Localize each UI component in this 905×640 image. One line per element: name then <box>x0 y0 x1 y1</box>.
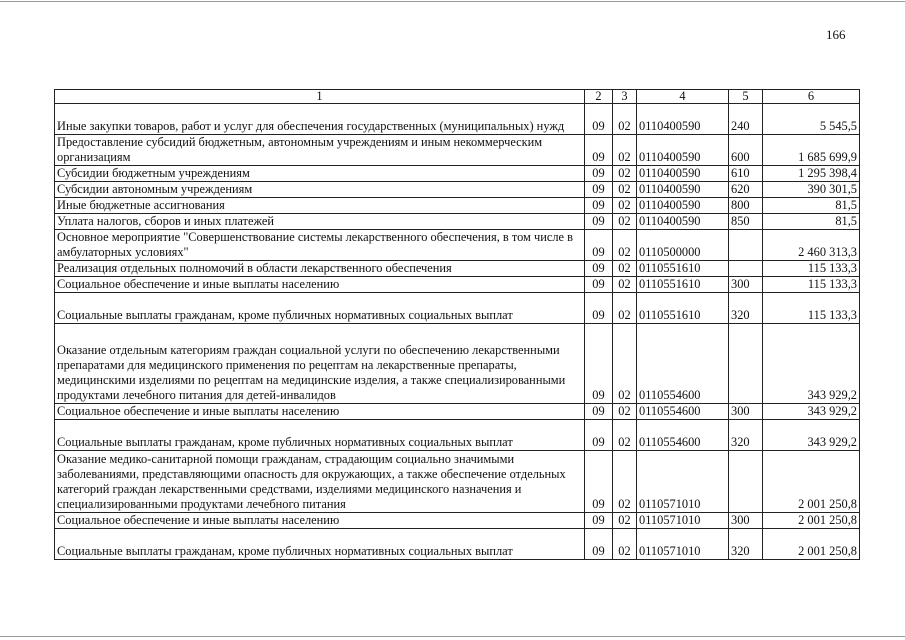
header-cell: 3 <box>613 90 637 104</box>
item-name-cell: Оказание отдельным категориям граждан социальной услуги по обеспечению лекарственными препаратами для медицинского применения по рецептам на лекарственные препараты, медицинскими изделиями по рецептам на медицинские изделия, а также специализированными продуктами лечебного питания для детей-инвалидов <box>55 324 585 404</box>
table-row <box>55 214 860 230</box>
amount-cell: 2 460 313,3 <box>763 230 860 261</box>
subsection-cell: 02 <box>613 182 637 198</box>
subsection-cell: 02 <box>613 324 637 404</box>
table-row <box>55 166 860 182</box>
item-name-cell: Социальное обеспечение и иные выплаты населению <box>55 277 585 293</box>
subsection-cell: 02 <box>613 420 637 451</box>
item-name-cell: Иные бюджетные ассигнования <box>55 198 585 214</box>
target-article-cell: 0110400590 <box>637 135 729 166</box>
amount-cell: 2 001 250,8 <box>763 451 860 513</box>
subsection-cell: 02 <box>613 529 637 560</box>
expense-type-cell <box>729 451 763 513</box>
subsection-cell: 02 <box>613 513 637 529</box>
section-cell: 09 <box>585 529 613 560</box>
amount-cell: 2 001 250,8 <box>763 513 860 529</box>
target-article-cell: 0110554600 <box>637 404 729 420</box>
table-row <box>55 230 860 261</box>
target-article-cell: 0110571010 <box>637 451 729 513</box>
item-name-cell: Социальные выплаты гражданам, кроме публичных нормативных социальных выплат <box>55 420 585 451</box>
subsection-cell: 02 <box>613 135 637 166</box>
header-cell: 1 <box>55 90 585 104</box>
item-name-cell: Оказание медико-санитарной помощи гражданам, страдающим социально значимыми заболеваниями, представляющими опасность для окружающих, а также обеспечение отдельных категорий граждан лекарственными средствами, изделиями медицинского назначения и специализированными продуктами лечебного питания <box>55 451 585 513</box>
amount-cell: 5 545,5 <box>763 104 860 135</box>
item-name-cell: Основное мероприятие "Совершенствование системы лекарственного обеспечения, в том числе в амбулаторных условиях" <box>55 230 585 261</box>
scan-edge-bottom <box>0 636 905 637</box>
amount-cell: 343 929,2 <box>763 404 860 420</box>
table-row <box>55 277 860 293</box>
target-article-cell: 0110400590 <box>637 104 729 135</box>
target-article-cell: 0110571010 <box>637 529 729 560</box>
section-cell: 09 <box>585 261 613 277</box>
expense-type-cell: 320 <box>729 293 763 324</box>
item-name-cell: Предоставление субсидий бюджетным, автономным учреждениям и иным некоммерческим организациям <box>55 135 585 166</box>
table-row <box>55 513 860 529</box>
target-article-cell: 0110551610 <box>637 277 729 293</box>
item-name-cell: Реализация отдельных полномочий в области лекарственного обеспечения <box>55 261 585 277</box>
item-name-cell: Субсидии автономным учреждениям <box>55 182 585 198</box>
section-cell: 09 <box>585 420 613 451</box>
amount-cell: 115 133,3 <box>763 261 860 277</box>
table-row <box>55 135 860 166</box>
target-article-cell: 0110400590 <box>637 198 729 214</box>
target-article-cell: 0110554600 <box>637 324 729 404</box>
table-row <box>55 261 860 277</box>
table-row <box>55 451 860 513</box>
expense-type-cell: 800 <box>729 198 763 214</box>
subsection-cell: 02 <box>613 166 637 182</box>
subsection-cell: 02 <box>613 230 637 261</box>
amount-cell: 1 685 699,9 <box>763 135 860 166</box>
expense-type-cell <box>729 230 763 261</box>
subsection-cell: 02 <box>613 293 637 324</box>
section-cell: 09 <box>585 293 613 324</box>
amount-cell: 81,5 <box>763 198 860 214</box>
expense-type-cell: 600 <box>729 135 763 166</box>
expense-type-cell: 300 <box>729 513 763 529</box>
section-cell: 09 <box>585 451 613 513</box>
budget-table-body <box>55 90 860 560</box>
section-cell: 09 <box>585 513 613 529</box>
target-article-cell: 0110500000 <box>637 230 729 261</box>
expense-type-cell <box>729 324 763 404</box>
item-name-cell: Социальные выплаты гражданам, кроме публичных нормативных социальных выплат <box>55 293 585 324</box>
table-row <box>55 293 860 324</box>
item-name-cell: Иные закупки товаров, работ и услуг для обеспечения государственных (муниципальных) нужд <box>55 104 585 135</box>
item-name-cell: Социальное обеспечение и иные выплаты населению <box>55 404 585 420</box>
expense-type-cell: 300 <box>729 404 763 420</box>
header-cell: 5 <box>729 90 763 104</box>
target-article-cell: 0110551610 <box>637 293 729 324</box>
amount-cell: 343 929,2 <box>763 420 860 451</box>
item-name-cell: Социальные выплаты гражданам, кроме публичных нормативных социальных выплат <box>55 529 585 560</box>
section-cell: 09 <box>585 198 613 214</box>
amount-cell: 343 929,2 <box>763 324 860 404</box>
subsection-cell: 02 <box>613 261 637 277</box>
amount-cell: 2 001 250,8 <box>763 529 860 560</box>
section-cell: 09 <box>585 182 613 198</box>
subsection-cell: 02 <box>613 214 637 230</box>
table-row <box>55 198 860 214</box>
target-article-cell: 0110400590 <box>637 182 729 198</box>
table-row <box>55 404 860 420</box>
target-article-cell: 0110551610 <box>637 261 729 277</box>
header-cell: 2 <box>585 90 613 104</box>
scan-edge-top <box>0 1 905 2</box>
amount-cell: 390 301,5 <box>763 182 860 198</box>
expense-type-cell: 610 <box>729 166 763 182</box>
expense-type-cell: 320 <box>729 420 763 451</box>
subsection-cell: 02 <box>613 104 637 135</box>
page-number: 166 <box>826 27 846 42</box>
section-cell: 09 <box>585 104 613 135</box>
target-article-cell: 0110400590 <box>637 166 729 182</box>
item-name-cell: Социальное обеспечение и иные выплаты населению <box>55 513 585 529</box>
subsection-cell: 02 <box>613 451 637 513</box>
table-row <box>55 104 860 135</box>
table-row <box>55 420 860 451</box>
amount-cell: 115 133,3 <box>763 293 860 324</box>
item-name-cell: Субсидии бюджетным учреждениям <box>55 166 585 182</box>
target-article-cell: 0110400590 <box>637 214 729 230</box>
subsection-cell: 02 <box>613 404 637 420</box>
expense-type-cell: 620 <box>729 182 763 198</box>
amount-cell: 115 133,3 <box>763 277 860 293</box>
table-row <box>55 182 860 198</box>
section-cell: 09 <box>585 324 613 404</box>
item-name-cell: Уплата налогов, сборов и иных платежей <box>55 214 585 230</box>
section-cell: 09 <box>585 166 613 182</box>
expense-type-cell: 320 <box>729 529 763 560</box>
table-row <box>55 529 860 560</box>
subsection-cell: 02 <box>613 277 637 293</box>
amount-cell: 1 295 398,4 <box>763 166 860 182</box>
amount-cell: 81,5 <box>763 214 860 230</box>
section-cell: 09 <box>585 214 613 230</box>
expense-type-cell: 850 <box>729 214 763 230</box>
header-cell: 6 <box>763 90 860 104</box>
target-article-cell: 0110554600 <box>637 420 729 451</box>
expense-type-cell: 300 <box>729 277 763 293</box>
section-cell: 09 <box>585 135 613 166</box>
section-cell: 09 <box>585 404 613 420</box>
section-cell: 09 <box>585 230 613 261</box>
header-cell: 4 <box>637 90 729 104</box>
target-article-cell: 0110571010 <box>637 513 729 529</box>
header-row <box>55 90 860 104</box>
expense-type-cell: 240 <box>729 104 763 135</box>
expense-type-cell <box>729 261 763 277</box>
section-cell: 09 <box>585 277 613 293</box>
subsection-cell: 02 <box>613 198 637 214</box>
budget-table <box>54 89 860 560</box>
table-row <box>55 324 860 404</box>
